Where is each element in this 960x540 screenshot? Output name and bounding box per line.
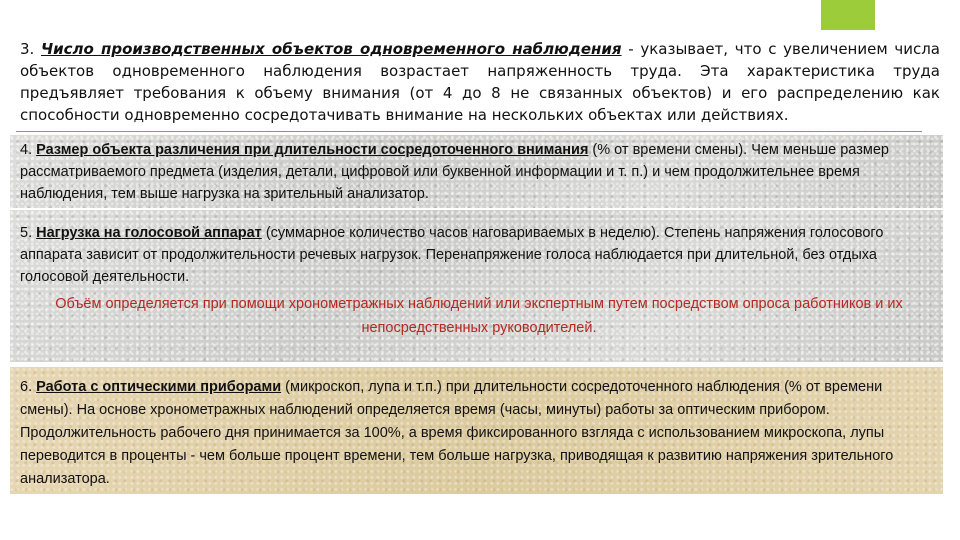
item-4-text: (% от времени смены). Чем меньше размер рассматриваемого предмета (изделия, детали, цифровой или буквенной информации и т. п.) и чем продолжительнее время наблюдения, тем выше нагрузка на зрительный анализатор. [20, 142, 889, 202]
paragraph-item-5 [20, 222, 938, 288]
paragraph-item-6 [20, 376, 938, 491]
item-5-number: 5. [20, 225, 33, 241]
item-5-note: Объём определяется при помощи хронометражных наблюдений или экспертным путем посредством опроса работников и их непосредственных руководителей. [55, 296, 903, 336]
item-3-heading: Число производственных объектов одновременного наблюдения [41, 40, 622, 58]
divider-line [16, 131, 922, 132]
paragraph-item-4 [20, 139, 938, 205]
item-4-number: 4. [20, 142, 33, 158]
item-5-text: (суммарное количество часов наговариваемых в неделю). Степень напряжения голосового аппарата зависит от продолжительности речевых нагрузок. Перенапряжение голоса наблюдается при длительной, без отдыха голосовой деятельности. [20, 225, 884, 285]
item-5-heading: Нагрузка на голосовой аппарат [36, 225, 262, 241]
item-4-heading: Размер объекта различения при длительности сосредоточенного внимания [36, 142, 589, 158]
item-3-number: 3. [20, 40, 35, 58]
item-6-text: (микроскоп, лупа и т.п.) при длительности сосредоточенного наблюдения (% от времени смены). На основе хронометражных наблюдений определяется время (часы, минуты) работы за оптическим прибором. Продолжительность рабочего дня принимается за 100%, а время фиксированного взгляда с использованием микроскопа, лупы переводится в проценты - чем больше процент времени, тем больше нагрузка, приводящая к развитию напряжения зрительного анализатора. [20, 379, 894, 487]
paragraph-item-3 [20, 38, 940, 126]
accent-square [821, 0, 875, 30]
item-6-heading: Работа с оптическими приборами [36, 379, 282, 395]
item-3-text: - указывает, что с увеличением числа объектов одновременного наблюдения возрастает напряженность труда. Эта характеристика труда предъявляет требования к объему внимания (от 4 до 8 не связанных объектов) и его распределению как способности одновременно сосредотачивать внимание на нескольких объектах или действиях. [20, 40, 940, 124]
item-6-number: 6. [20, 379, 33, 395]
